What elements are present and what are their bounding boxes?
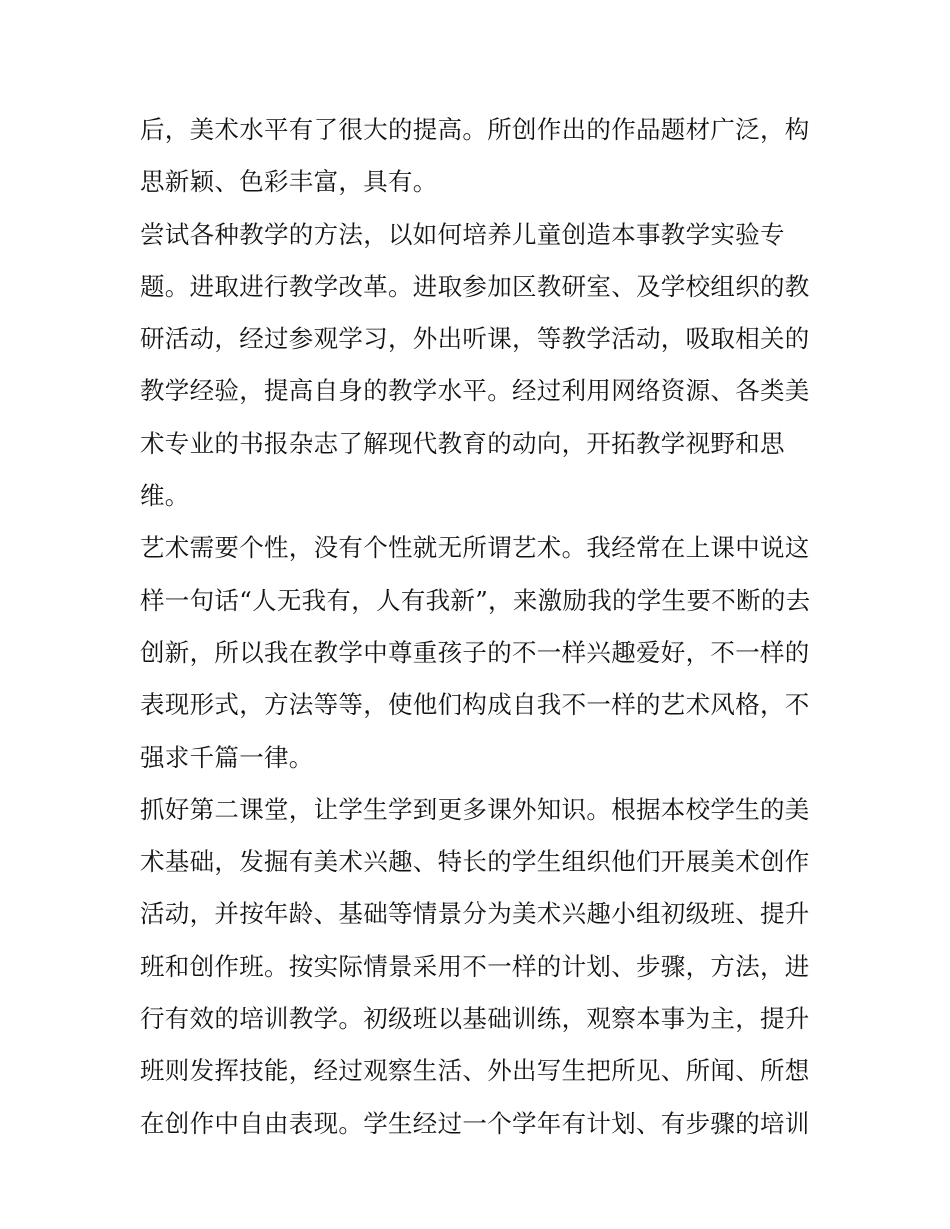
- text-line: 题。进取进行教学改革。进取参加区教研室、及学校组织的教: [140, 271, 810, 301]
- text-line: 思新颖、色彩丰富，具有。: [140, 167, 438, 197]
- text-line: 抓好第二课堂，让学生学到更多课外知识。根据本校学生的美: [140, 794, 810, 824]
- text-line: 术基础，发掘有美术兴趣、特长的学生组织他们开展美术创作: [140, 847, 810, 877]
- text-line: 班和创作班。按实际情景采用不一样的计划、步骤，方法，进: [140, 951, 810, 981]
- text-line: 后，美术水平有了很大的提高。所创作出的作品题材广泛，构: [140, 115, 810, 144]
- text-line: 研活动，经过参观学习，外出听课，等教学活动，吸取相关的: [140, 324, 810, 354]
- text-line: 尝试各种教学的方法，以如何培养儿童创造本事教学实验专: [140, 219, 785, 249]
- text-line: 行有效的培训教学。初级班以基础训练，观察本事为主，提升: [140, 1004, 810, 1034]
- text-line: 样一句话“人无我有，人有我新”，来激励我的学生要不断的去: [140, 585, 811, 615]
- text-line: 活动，并按年龄、基础等情景分为美术兴趣小组初级班、提升: [140, 899, 810, 929]
- text-line: 班则发挥技能，经过观察生活、外出写生把所见、所闻、所想: [140, 1056, 810, 1086]
- text-line: 在创作中自由表现。学生经过一个学年有计划、有步骤的培训: [140, 1108, 810, 1138]
- text-line: 表现形式，方法等等，使他们构成自我不一样的艺术风格，不: [140, 690, 810, 720]
- text-line: 艺术需要个性，没有个性就无所谓艺术。我经常在上课中说这: [140, 533, 810, 563]
- text-line: 创新，所以我在教学中尊重孩子的不一样兴趣爱好，不一样的: [140, 637, 810, 667]
- text-line: 术专业的书报杂志了解现代教育的动向，开拓教学视野和思: [140, 428, 785, 458]
- text-line: 强求千篇一律。: [140, 742, 314, 772]
- body-text: [140, 104, 820, 1150]
- text-line: 教学经验，提高自身的教学水平。经过利用网络资源、各类美: [140, 376, 810, 406]
- text-line: 维。: [140, 481, 190, 511]
